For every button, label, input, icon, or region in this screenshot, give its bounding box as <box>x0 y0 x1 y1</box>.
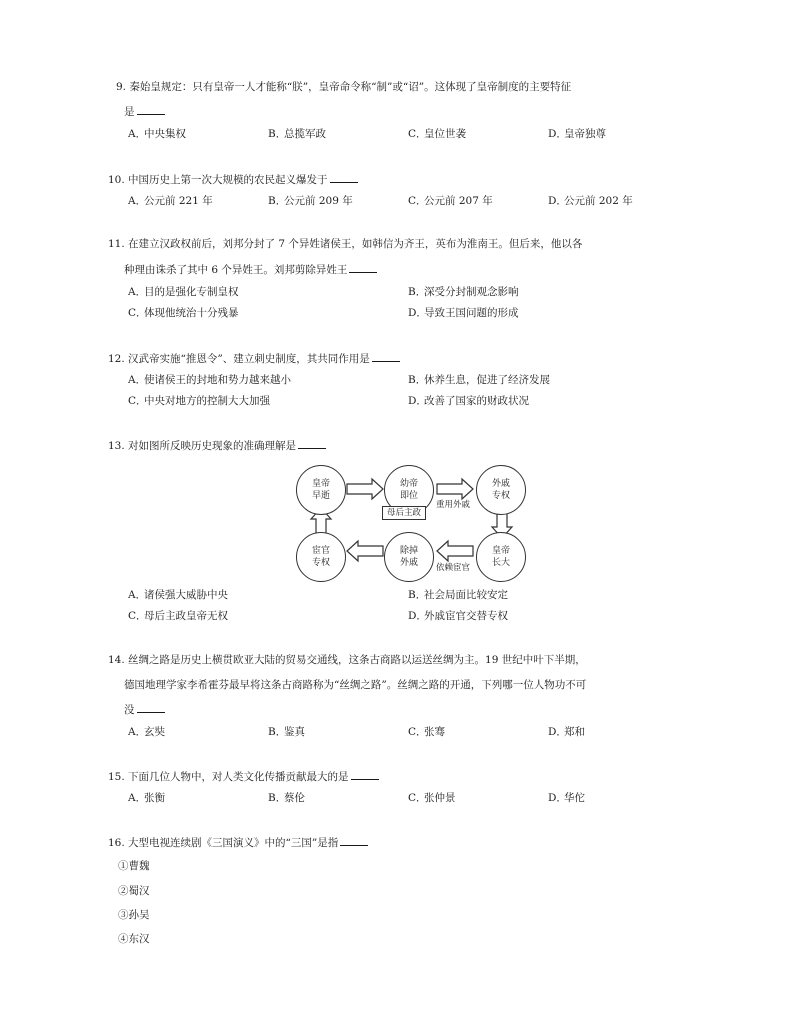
q11-option-a[interactable]: A．目的是强化专制皇权 <box>128 286 239 298</box>
arrow-left-2 <box>347 541 383 561</box>
q13-number: 13. <box>108 440 125 452</box>
q11-option-b[interactable]: B．深受分封制观念影响 <box>408 286 519 298</box>
q14-number: 14. <box>108 654 125 666</box>
q10-option-a[interactable]: A．公元前 221 年 <box>128 195 213 207</box>
label-rely-consort: 重用外戚 <box>436 500 471 510</box>
node-emperor-early-death: 皇帝 早逝 <box>296 465 346 515</box>
q9-option-a[interactable]: A．中央集权 <box>128 128 186 140</box>
q16-stem: 16. 大型电视连续剧《三国演义》中的“三国”是指 <box>108 835 368 850</box>
q12-option-c[interactable]: C．中央对地方的控制大大加强 <box>128 395 270 407</box>
q11-stem: 11. 在建立汉政权前后，刘邦分封了 7 个异姓诸侯王，如韩信为齐王，英布为淮南王。但后来，他以各 <box>108 238 583 250</box>
q9-stem: 9. 秦始皇规定：只有皇帝一人才能称“朕”，皇帝命令称“制”或“诏”。这体现了皇帝制度的主要特征 <box>116 81 572 93</box>
q11-option-c[interactable]: C．体现他统治十分残暴 <box>128 307 239 319</box>
node-young-emperor: 幼帝 即位 <box>384 465 434 515</box>
q14-stem-cont2: 没 <box>124 702 165 717</box>
q15-option-d[interactable]: D．华佗 <box>548 792 585 804</box>
q9-option-d[interactable]: D．皇帝独尊 <box>548 128 606 140</box>
answer-blank[interactable] <box>351 769 379 780</box>
q13-option-c[interactable]: C．母后主政皇帝无权 <box>128 610 228 622</box>
q16-item-2: ②蜀汉 <box>118 885 150 897</box>
q9-number: 9. <box>116 81 127 93</box>
q14-stem: 14. 丝绸之路是历史上横贯欧亚大陆的贸易交通线，这条古商路以运送丝绸为主。19 世纪中叶下半期， <box>108 654 586 666</box>
q12-option-a[interactable]: A．使诸侯王的封地和势力越来越小 <box>128 374 291 386</box>
q10-option-b[interactable]: B．公元前 209 年 <box>268 195 353 207</box>
answer-blank[interactable] <box>137 702 165 713</box>
q15-option-c[interactable]: C．张仲景 <box>408 792 456 804</box>
q10-stem: 10. 中国历史上第一次大规模的农民起义爆发于 <box>108 172 358 187</box>
q12-stem: 12. 汉武帝实施“推恩令”、建立刺史制度，其共同作用是 <box>108 351 400 366</box>
q15-stem: 15. 下面几位人物中，对人类文化传播贡献最大的是 <box>108 769 379 784</box>
q14-option-c[interactable]: C．张骞 <box>408 726 445 738</box>
q11-number: 11. <box>108 238 125 250</box>
q13-option-b[interactable]: B．社会局面比较安定 <box>408 589 508 601</box>
q16-item-3: ③孙吴 <box>118 909 150 921</box>
q12-number: 12. <box>108 353 125 365</box>
label-rely-eunuch: 依赖宦官 <box>436 563 471 573</box>
q10-option-c[interactable]: C．公元前 207 年 <box>408 195 493 207</box>
answer-blank[interactable] <box>340 835 368 846</box>
q10-number: 10. <box>108 174 125 186</box>
q13-option-d[interactable]: D．外戚宦官交替专权 <box>408 610 508 622</box>
node-eunuch-power: 宦官 专权 <box>296 532 346 582</box>
q15-number: 15. <box>108 771 125 783</box>
q13-stem: 13. 对如图所反映历史现象的准确理解是 <box>108 438 326 453</box>
q9-option-b[interactable]: B．总揽军政 <box>268 128 326 140</box>
label-empress-dowager: 母后主政 <box>382 506 426 520</box>
q16-item-4: ④东汉 <box>118 933 150 945</box>
arrow-right-2 <box>437 479 473 499</box>
q10-option-d[interactable]: D．公元前 202 年 <box>548 195 633 207</box>
q14-option-a[interactable]: A．玄奘 <box>128 726 165 738</box>
q15-option-a[interactable]: A．张衡 <box>128 792 165 804</box>
q11-stem-cont: 种理由诛杀了其中 6 个异姓王。刘邦剪除异姓王 <box>124 262 377 277</box>
node-remove-consort: 除掉 外戚 <box>384 532 434 582</box>
q14-stem-cont: 德国地理学家李希霍芬最早将这条古商路称为“丝绸之路”。丝绸之路的开通，下列哪一位人物功不可 <box>124 679 587 691</box>
q12-option-b[interactable]: B．休养生息，促进了经济发展 <box>408 374 550 386</box>
node-consort-power: 外戚 专权 <box>476 465 526 515</box>
arrow-right-1 <box>347 479 383 499</box>
q14-option-b[interactable]: B．鉴真 <box>268 726 305 738</box>
q14-option-d[interactable]: D．郑和 <box>548 726 585 738</box>
q16-number: 16. <box>108 837 125 849</box>
node-emperor-grown: 皇帝 长大 <box>476 532 526 582</box>
arrow-left-1 <box>437 541 473 561</box>
q9-stem-cont: 是 <box>124 104 165 119</box>
q11-option-d[interactable]: D．导致王国问题的形成 <box>408 307 519 319</box>
q12-option-d[interactable]: D．改善了国家的财政状况 <box>408 395 529 407</box>
q15-option-b[interactable]: B．蔡伦 <box>268 792 305 804</box>
q9-option-c[interactable]: C．皇位世袭 <box>408 128 466 140</box>
q16-item-1: ①曹魏 <box>118 860 150 872</box>
q13-option-a[interactable]: A．诸侯强大威胁中央 <box>128 589 228 601</box>
